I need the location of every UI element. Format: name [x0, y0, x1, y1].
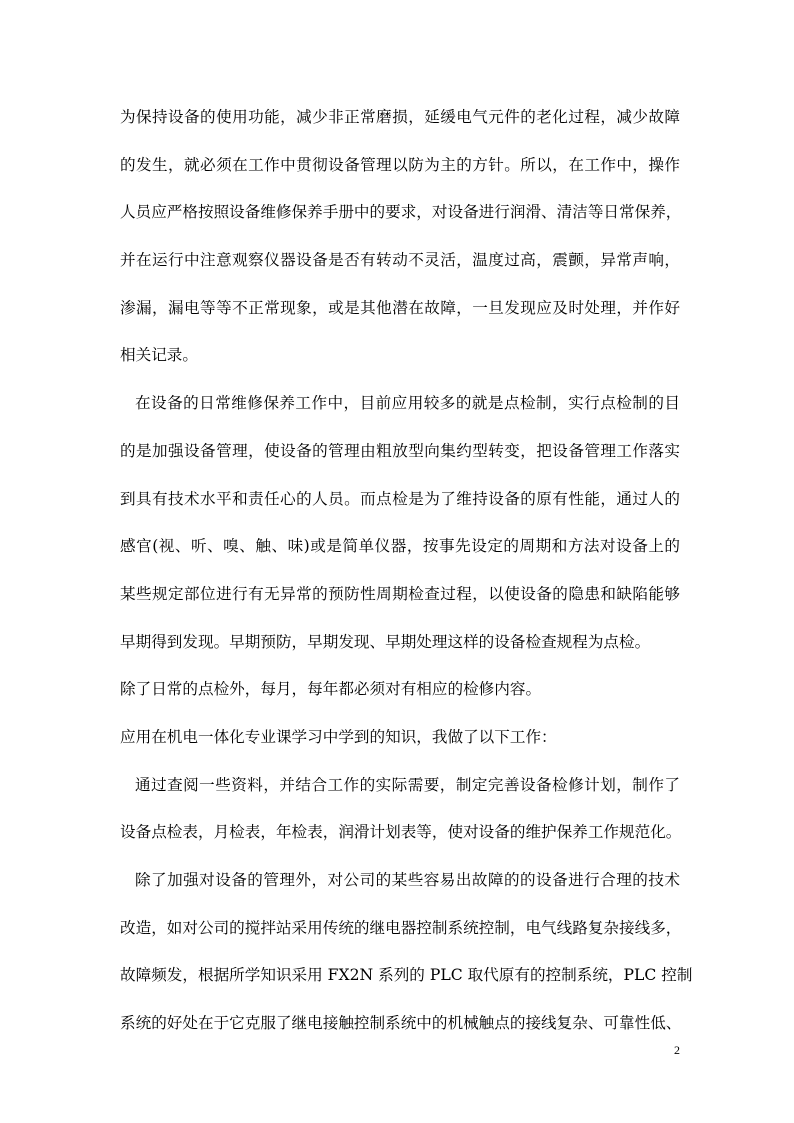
- text-line: 的是加强设备管理，使设备的管理由粗放型向集约型转变，把设备管理工作落实: [120, 441, 680, 460]
- text-line: 系统的好处在于它克服了继电接触控制系统中的机械触点的接线复杂、可靠性低、: [120, 1014, 682, 1033]
- text-line: 到具有技术水平和责任心的人员。而点检是为了维持设备的原有性能，通过人的: [120, 489, 680, 508]
- text-line: 在设备的日常维修保养工作中，目前应用较多的就是点检制，实行点检制的目: [135, 394, 680, 413]
- body-text: [120, 98, 693, 1052]
- text-line: 除了加强对设备的管理外，对公司的某些容易出故障的的设备进行合理的技术: [135, 871, 680, 889]
- text-line: 某些规定部位进行有无异常的预防性周期检查过程，以使设备的隐患和缺陷能够: [120, 584, 680, 603]
- text-line: 渗漏，漏电等等不正常现象，或是其他潜在故障，一旦发现应及时处理，并作好: [120, 298, 680, 317]
- text-line: 除了日常的点检外，每月，每年都必须对有相应的检修内容。: [120, 680, 542, 699]
- page-number: 2: [674, 1043, 680, 1057]
- text-line: 应用在机电一体化专业课学习中学到的知识，我做了以下工作：: [120, 727, 557, 746]
- text-line: 早期得到发现。早期预防，早期发现、早期处理这样的设备检查规程为点检。: [120, 632, 651, 651]
- text-line: 为保持设备的使用功能，减少非正常磨损，延缓电气元件的老化过程，减少故障: [120, 108, 680, 126]
- text-line: 通过查阅一些资料，并结合工作的实际需要，制定完善设备检修计划，制作了: [135, 775, 680, 794]
- text-line: 并在运行中注意观察仪器设备是否有转动不灵活，温度过高，震颤，异常声响，: [120, 251, 680, 270]
- text-line: 人员应严格按照设备维修保养手册中的要求，对设备进行润滑、清洁等日常保养，: [120, 203, 682, 222]
- text-line: 相关记录。: [120, 346, 198, 365]
- text-line: 的发生，就必须在工作中贯彻设备管理以防为主的方针。所以，在工作中，操作: [120, 155, 680, 174]
- text-line: 感官(视、听、嗅、触、味)或是简单仪器，按事先设定的周期和方法对设备上的: [120, 537, 680, 556]
- text-line: 故障频发，根据所学知识采用 FX2N 系列的 PLC 取代原有的控制系统，PLC 控制: [120, 966, 693, 985]
- text-line: 改造，如对公司的搅拌站采用传统的继电器控制系统控制，电气线路复杂接线多，: [120, 918, 682, 937]
- text-line: 设备点检表，月检表，年检表，润滑计划表等，使对设备的维护保养工作规范化。: [120, 823, 682, 842]
